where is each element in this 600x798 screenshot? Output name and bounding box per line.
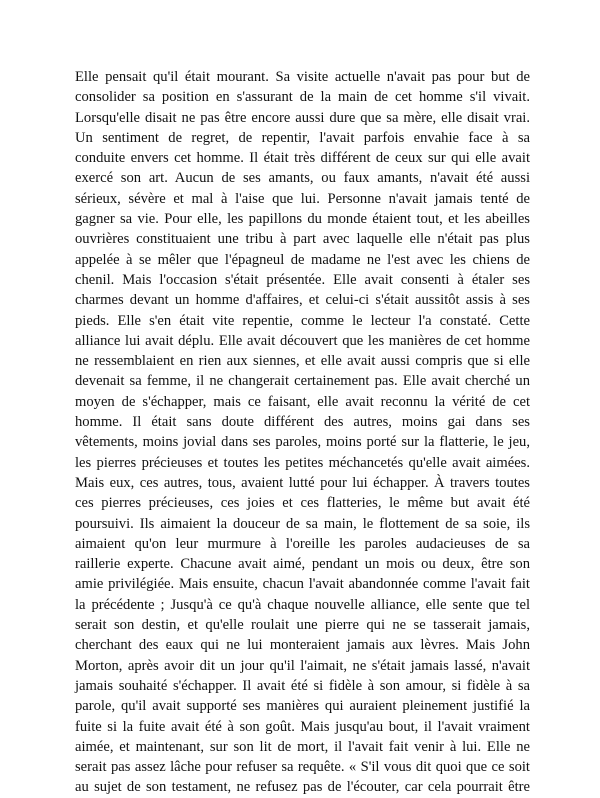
text-line: Elle pensait qu'il était mourant. Sa visite actuelle n'avait pas pour but de <box>75 69 530 85</box>
text-line: moyen de s'échapper, mais ce faisant, elle avait reconnu la vérité de cet <box>75 393 530 410</box>
text-line: raillerie experte. Chacune avait aimé, pendant un mois ou deux, être son <box>75 556 530 573</box>
text-line: chenil. Mais l'occasion s'était présentée. Elle avait consenti à étaler ses <box>75 271 530 288</box>
text-line: les pierres précieuses et toutes les petites méchancetés qu'elle avait aimées. <box>75 454 530 471</box>
text-line: aimaient qu'on leur murmure à l'oreille les paroles audacieuses de sa <box>75 535 530 552</box>
text-line: devenait sa femme, il ne changerait certainement pas. Elle avait cherché un <box>75 373 530 390</box>
text-line: vêtements, moins jovial dans ses paroles, moins porté sur la flatterie, le jeu, <box>75 434 530 451</box>
text-line: charmes devant un homme d'affaires, et celui-ci s'était aussitôt assis à ses <box>75 292 530 309</box>
text-line: cherchant des eaux qui ne lui monteraient jamais aux lèvres. Mais John <box>75 637 530 654</box>
text-line: serait pas assez lâche pour refuser sa requête. « S'il vous dit quoi que ce soit <box>75 759 530 776</box>
text-line: homme. Il était sans doute différent des autres, moins gai dans ses <box>75 414 530 431</box>
text-line: au sujet de son testament, ne refusez pas de l'écouter, car cela pourrait être <box>75 779 530 796</box>
text-line: jamais souhaité s'échapper. Il avait été si fidèle à son amour, si fidèle à sa <box>75 677 530 694</box>
text-line: amie privilégiée. Mais ensuite, chacun l'avait abandonnée comme l'avait fait <box>75 576 530 593</box>
text-line: aimée, et maintenant, sur son lit de mort, il l'avait fait venir à lui. Elle ne <box>75 738 530 755</box>
text-line: fuite si la fuite avait été à son goût. Mais jusqu'au bout, il l'avait vraiment <box>75 718 530 735</box>
text-line: exercé son art. Aucun de ses amants, ou faux amants, n'avait été aussi <box>75 170 530 187</box>
text-line: pieds. Elle s'en était vite repentie, comme le lecteur l'a constaté. Cette <box>75 312 530 329</box>
text-line: Morton, après avoir dit un jour qu'il l'aimait, ne s'était jamais lassé, n'avait <box>75 657 530 674</box>
text-line: Mais eux, ces autres, tous, avaient lutté pour lui échapper. À travers toutes <box>75 474 530 491</box>
text-line: Lorsqu'elle disait ne pas être encore aussi dure que sa mère, elle disait vrai. <box>75 109 530 126</box>
body-paragraph <box>75 67 530 798</box>
text-line: la précédente ; Jusqu'à ce qu'à chaque nouvelle alliance, elle sente que tel <box>75 596 530 613</box>
text-line: poursuivi. Ils aimaient la douceur de sa main, le flottement de sa soie, ils <box>75 515 530 532</box>
text-line: consolider sa position en s'assurant de la main de cet homme s'il vivait. <box>75 89 530 106</box>
text-line: ouvrières constituaient une tribu à part avec laquelle elle n'était pas plus <box>75 231 530 248</box>
text-line: sérieux, sévère et mal à l'aise que lui. Personne n'avait jamais tenté de <box>75 190 530 207</box>
text-line: ne ressemblaient en rien aux siennes, et elle avait aussi compris que si elle <box>75 353 530 370</box>
text-line: appelée à se mêler que l'épagneul de madame ne l'est avec les chiens de <box>75 251 530 268</box>
text-line: ces pierres précieuses, ces joies et ces flatteries, le même but avait été <box>75 495 530 512</box>
text-line: alliance lui avait déplu. Elle avait découvert que les manières de cet homme <box>75 332 530 349</box>
text-line: serait son destin, et qu'elle roulait une pierre qui ne se tasserait jamais, <box>75 617 530 634</box>
text-line: conduite envers cet homme. Il était très différent de ceux sur qui elle avait <box>75 150 530 167</box>
text-line: parole, qu'il avait supporté ses manières qui auraient pleinement justifié la <box>75 698 530 715</box>
text-line: Un sentiment de regret, de repentir, l'avait parfois envahie face à sa <box>75 129 530 146</box>
text-line: gagner sa vie. Pour elle, les papillons du monde étaient tout, et les abeilles <box>75 211 530 228</box>
